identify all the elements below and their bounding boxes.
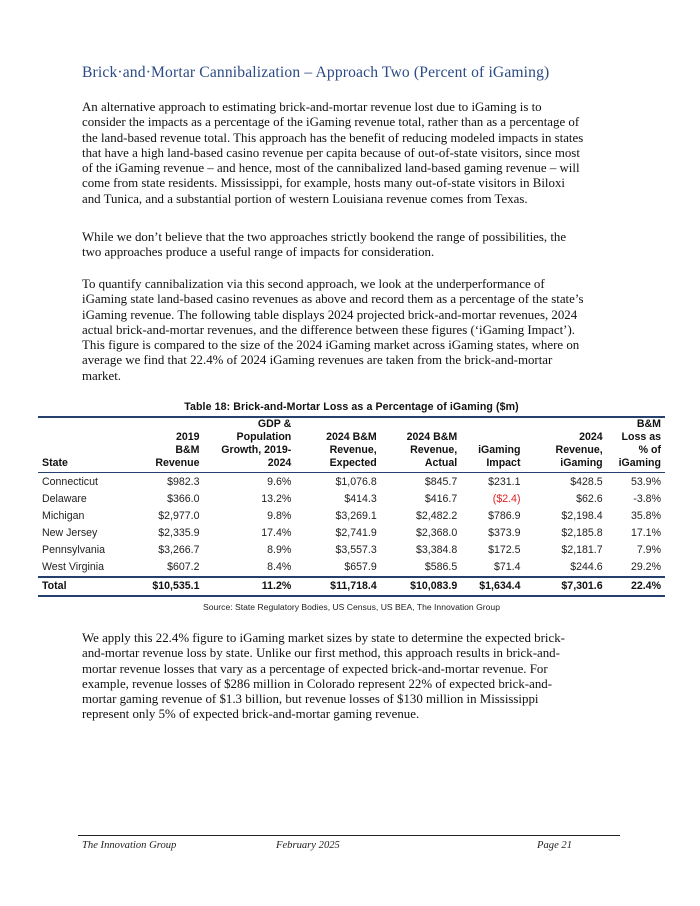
header-line: Revenue, bbox=[555, 444, 603, 456]
header-line: Expected bbox=[329, 457, 377, 469]
table-title: Table 18: Brick-and-Mortar Loss as a Percentage of iGaming ($m) bbox=[184, 401, 519, 413]
header-line: iGaming bbox=[560, 457, 603, 469]
table-source-note: Source: State Regulatory Bodies, US Census, US BEA, The Innovation Group bbox=[203, 602, 500, 612]
header-line: Impact bbox=[486, 457, 521, 469]
text-line: represent only 5% of expected brick-and-mortar gaming revenue. bbox=[82, 707, 420, 722]
header-line: % of bbox=[638, 444, 661, 456]
cell-2019-revenue: $2,977.0 bbox=[158, 510, 200, 522]
column-header-2019-revenue bbox=[136, 417, 203, 473]
text-line: that have a high land-based casino revenue per capita because of out-of-state visitors, since most bbox=[82, 145, 580, 160]
column-header-igaming-impact bbox=[461, 417, 524, 473]
text-line: two approaches produce a useful range of impacts for consideration. bbox=[82, 245, 435, 260]
cell-growth: 17.4% bbox=[261, 527, 292, 539]
cell-igaming-impact: $373.9 bbox=[488, 527, 521, 539]
text-line: An alternative approach to estimating brick-and-mortar revenue lost due to iGaming is to bbox=[82, 100, 542, 114]
text-line: example, revenue losses of $286 million in Colorado represent 22% of expected brick-and- bbox=[82, 676, 553, 691]
text-line: consider the impacts as a percentage of the iGaming revenue total, rather than as a percentage of bbox=[82, 115, 580, 130]
footer-divider bbox=[78, 835, 620, 836]
cell-loss-pct: 7.9% bbox=[636, 544, 661, 556]
cell-2024-igaming: $2,185.8 bbox=[561, 527, 603, 539]
cell-2024-igaming: $2,198.4 bbox=[561, 510, 603, 522]
text-line: mortar revenue losses that vary as a percentage of expected brick-and-mortar revenue. For bbox=[82, 661, 548, 676]
cell-loss-pct: 17.1% bbox=[630, 527, 661, 539]
cell-2024-igaming: $2,181.7 bbox=[561, 544, 603, 556]
cell-total-loss-pct: 22.4% bbox=[607, 577, 665, 596]
cell-2024-expected: $1,076.8 bbox=[335, 476, 377, 488]
table-row bbox=[38, 473, 665, 492]
cell-state: West Virginia bbox=[42, 561, 105, 573]
cell-total-2024-actual: $10,083.9 bbox=[381, 577, 462, 596]
text-line: come from state residents. Mississippi, for example, hosts many out-of-state visitors in Biloxi bbox=[82, 176, 565, 191]
cell-state: Michigan bbox=[42, 510, 85, 522]
column-header-growth bbox=[204, 417, 296, 473]
cell-2024-expected: $2,741.9 bbox=[335, 527, 377, 539]
header-line: 2024 bbox=[267, 457, 292, 469]
cell-loss-pct: 53.9% bbox=[630, 476, 661, 488]
cell-state: Delaware bbox=[42, 493, 87, 505]
cell-state: New Jersey bbox=[42, 527, 98, 539]
column-header-2024-actual bbox=[381, 417, 462, 473]
cell-loss-pct: 35.8% bbox=[630, 510, 661, 522]
cell-2024-igaming: $428.5 bbox=[570, 476, 603, 488]
text-line: iGaming revenue. The following table displays 2024 projected brick-and-mortar revenues, 2024 bbox=[82, 307, 578, 322]
paragraph-quantify bbox=[82, 277, 642, 384]
header-line: 2024 bbox=[579, 431, 603, 443]
header-line: Revenue, bbox=[329, 444, 377, 456]
header-line: GDP & bbox=[257, 418, 292, 430]
table-row bbox=[38, 542, 665, 559]
bm-loss-table bbox=[38, 416, 665, 597]
cell-2019-revenue: $2,335.9 bbox=[158, 527, 200, 539]
text-line: We apply this 22.4% figure to iGaming market sizes by state to determine the expected brick- bbox=[82, 631, 565, 645]
cell-2024-actual: $845.7 bbox=[424, 476, 458, 488]
text-line: the land-based revenue total. This approach has the benefit of reducing modeled impacts in states bbox=[82, 130, 584, 145]
header-line: Loss as bbox=[621, 431, 661, 443]
header-line: State bbox=[42, 457, 68, 469]
header-line: Actual bbox=[424, 457, 458, 469]
text-line: mortar gaming revenue of $1.3 billion, but revenue losses of $130 million in Mississippi bbox=[82, 692, 539, 707]
cell-2019-revenue: $366.0 bbox=[167, 493, 200, 505]
cell-2024-igaming: $62.6 bbox=[576, 493, 603, 505]
cell-igaming-impact-negative: ($2.4) bbox=[492, 493, 521, 505]
header-line: Population bbox=[236, 431, 292, 443]
text-line: actual brick-and-mortar revenues, and the difference between these figures (‘iGaming Impact’). bbox=[82, 322, 575, 337]
column-header-loss-pct bbox=[607, 417, 665, 473]
cell-2024-actual: $2,368.0 bbox=[416, 527, 458, 539]
text-line: While we don’t believe that the two approaches strictly bookend the range of possibilities, the bbox=[82, 230, 567, 244]
cell-igaming-impact: $71.4 bbox=[493, 561, 521, 573]
cell-2024-actual: $586.5 bbox=[424, 561, 458, 573]
cell-state: Pennsylvania bbox=[42, 544, 106, 556]
cell-loss-pct: 29.2% bbox=[630, 561, 661, 573]
table-row bbox=[38, 559, 665, 577]
text-line: and-mortar revenue loss by state. Unlike our first method, this approach results in brick-and- bbox=[82, 646, 560, 661]
header-line: Revenue bbox=[155, 457, 200, 469]
cell-total-2024-expected: $11,718.4 bbox=[295, 577, 380, 596]
column-header-state bbox=[38, 417, 136, 473]
cell-growth: 8.4% bbox=[267, 561, 292, 573]
section-heading: Brick·and·Mortar Cannibalization – Approach Two (Percent of iGaming) bbox=[82, 64, 550, 81]
text-line: of the iGaming revenue – and hence, most of the cannibalized land-based gaming revenue – will bbox=[82, 161, 580, 176]
cell-growth: 9.8% bbox=[267, 510, 292, 522]
footer-organization: The Innovation Group bbox=[82, 840, 177, 851]
header-line: iGaming bbox=[618, 457, 661, 469]
table-row bbox=[38, 491, 665, 508]
cell-growth: 13.2% bbox=[261, 493, 292, 505]
cell-growth: 9.6% bbox=[267, 476, 292, 488]
table-row bbox=[38, 508, 665, 525]
paragraph-approach-intro bbox=[82, 100, 642, 207]
cell-2024-igaming: $244.6 bbox=[570, 561, 603, 573]
header-line: 2024 B&M bbox=[326, 431, 377, 443]
table-header-row bbox=[38, 417, 665, 473]
cell-2024-expected: $657.9 bbox=[344, 561, 377, 573]
text-line: To quantify cannibalization via this second approach, we look at the underperformance of bbox=[82, 277, 545, 291]
cell-state: Connecticut bbox=[42, 476, 98, 488]
cell-igaming-impact: $172.5 bbox=[488, 544, 521, 556]
cell-2024-actual: $416.7 bbox=[424, 493, 458, 505]
column-header-2024-igaming bbox=[524, 417, 606, 473]
cell-2024-actual: $3,384.8 bbox=[416, 544, 458, 556]
cell-total-2024-igaming: $7,301.6 bbox=[524, 577, 606, 596]
cell-loss-pct: -3.8% bbox=[633, 493, 661, 505]
header-line: iGaming bbox=[478, 444, 521, 456]
paragraph-apply-figure bbox=[82, 631, 642, 723]
cell-total-growth: 11.2% bbox=[204, 577, 296, 596]
cell-igaming-impact: $786.9 bbox=[488, 510, 521, 522]
cell-2024-actual: $2,482.2 bbox=[416, 510, 458, 522]
text-line: This figure is compared to the size of the 2024 iGaming market across iGaming states, where on bbox=[82, 338, 580, 353]
text-line: iGaming state land-based casino revenues as above and record them as a percentage of the state’s bbox=[82, 292, 584, 307]
cell-total-2019-revenue: $10,535.1 bbox=[136, 577, 203, 596]
header-line: 2024 B&M bbox=[406, 431, 458, 443]
text-line: and Tunica, and a substantial portion of western Louisiana revenue comes from Texas. bbox=[82, 191, 528, 206]
column-header-2024-expected bbox=[295, 417, 380, 473]
cell-2024-expected: $414.3 bbox=[344, 493, 377, 505]
header-line: 2019 bbox=[175, 431, 200, 443]
table-total-row bbox=[38, 577, 665, 596]
cell-2024-expected: $3,269.1 bbox=[335, 510, 377, 522]
header-line: B&M bbox=[175, 444, 200, 456]
paragraph-bookend bbox=[82, 230, 642, 261]
cell-total-label: Total bbox=[38, 577, 136, 596]
text-line: average we find that 22.4% of 2024 iGaming revenues are taken from the brick-and-mortar bbox=[82, 353, 553, 368]
cell-igaming-impact: $231.1 bbox=[488, 476, 521, 488]
header-line: Revenue, bbox=[410, 444, 458, 456]
cell-total-igaming-impact: $1,634.4 bbox=[461, 577, 524, 596]
text-line: market. bbox=[82, 368, 122, 383]
cell-2019-revenue: $3,266.7 bbox=[158, 544, 200, 556]
cell-2024-expected: $3,557.3 bbox=[335, 544, 377, 556]
footer-date: February 2025 bbox=[276, 840, 340, 851]
cell-2019-revenue: $982.3 bbox=[167, 476, 200, 488]
footer-page-number: Page 21 bbox=[537, 840, 573, 851]
cell-growth: 8.9% bbox=[267, 544, 292, 556]
header-line: B&M bbox=[636, 418, 661, 430]
header-line: Growth, 2019- bbox=[221, 444, 292, 456]
table-row bbox=[38, 525, 665, 542]
cell-2019-revenue: $607.2 bbox=[167, 561, 200, 573]
